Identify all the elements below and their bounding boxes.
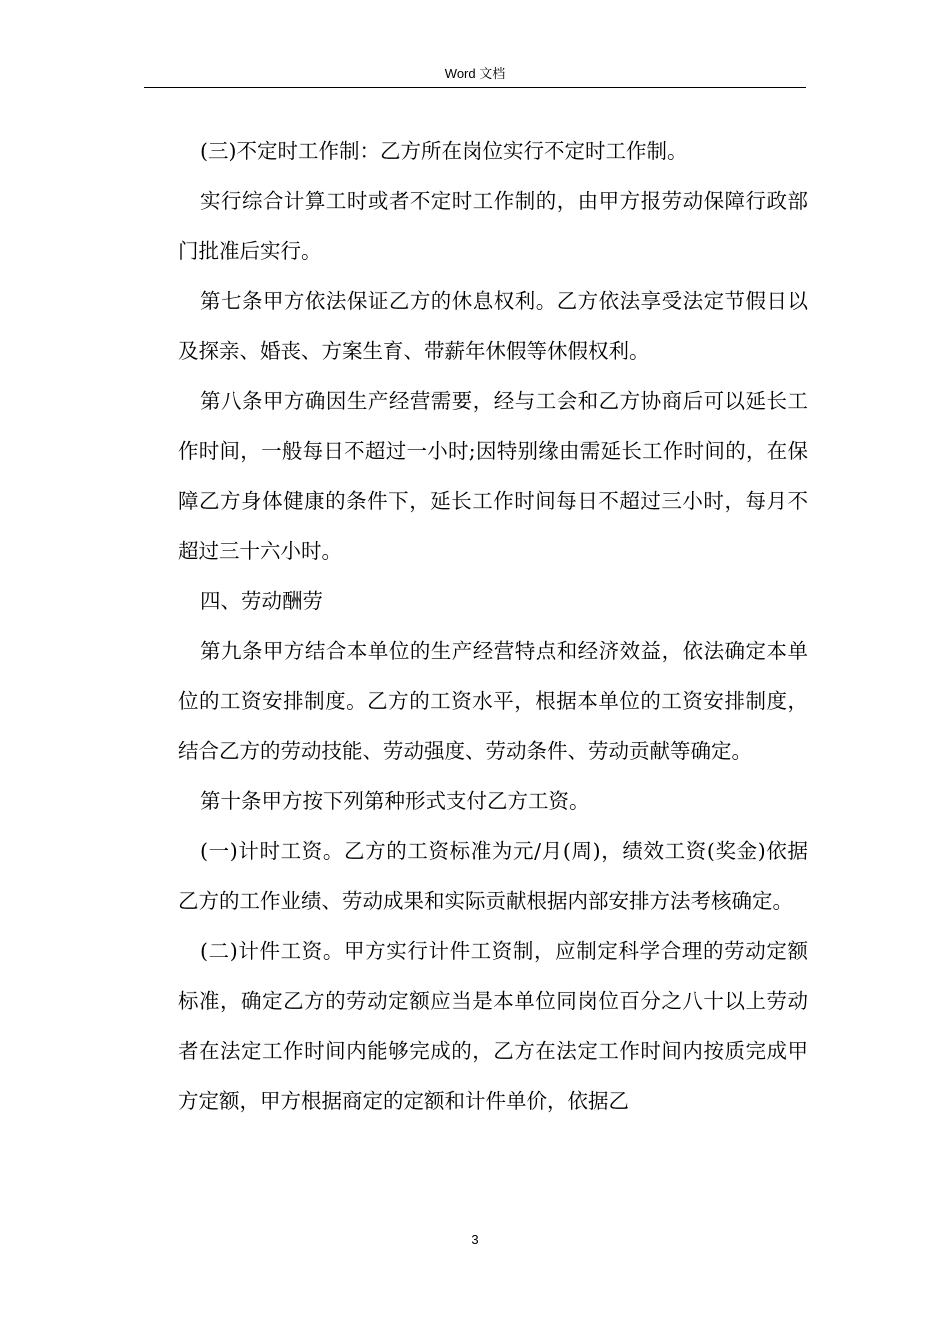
paragraph: (二)计件工资。甲方实行计件工资制，应制定科学合理的劳动定额标准，确定乙方的劳动定额应当是本单位同岗位百分之八十以上劳动者在法定工作时间内能够完成的，乙方在法定工作时间内按质完成甲方定额，甲方根据商定的定额和计件单价，依据乙 — [178, 939, 808, 1113]
paragraph: 第九条甲方结合本单位的生产经营特点和经济效益，依法确定本单位的工资安排制度。乙方的工资水平，根据本单位的工资安排制度，结合乙方的劳动技能、劳动强度、劳动条件、劳动贡献等确定。 — [178, 639, 808, 763]
paragraph: 第七条甲方依法保证乙方的休息权利。乙方依法享受法定节假日以及探亲、婚丧、方案生育、带薪年休假等休假权利。 — [178, 289, 808, 363]
paragraph: (三)不定时工作制：乙方所在岗位实行不定时工作制。 — [200, 139, 688, 163]
page-number: 3 — [471, 1232, 479, 1247]
paragraph: 第十条甲方按下列第种形式支付乙方工资。 — [200, 789, 590, 813]
header-divider — [144, 87, 806, 88]
document-body — [178, 126, 808, 1126]
paragraph: (一)计时工资。乙方的工资标准为元/月(周)，绩效工资(奖金)依据乙方的工作业绩、劳动成果和实际贡献根据内部安排方法考核确定。 — [178, 839, 808, 913]
paragraph: 实行综合计算工时或者不定时工作制的，由甲方报劳动保障行政部门批准后实行。 — [178, 189, 808, 263]
paragraph: 第八条甲方确因生产经营需要，经与工会和乙方协商后可以延长工作时间，一般每日不超过一小时;因特别缘由需延长工作时间的，在保障乙方身体健康的条件下，延长工作时间每日不超过三小时，每月不超过三十六小时。 — [178, 389, 808, 563]
page-header-title: Word 文档 — [444, 66, 506, 81]
section-heading: 四、劳动酬劳 — [200, 589, 323, 613]
